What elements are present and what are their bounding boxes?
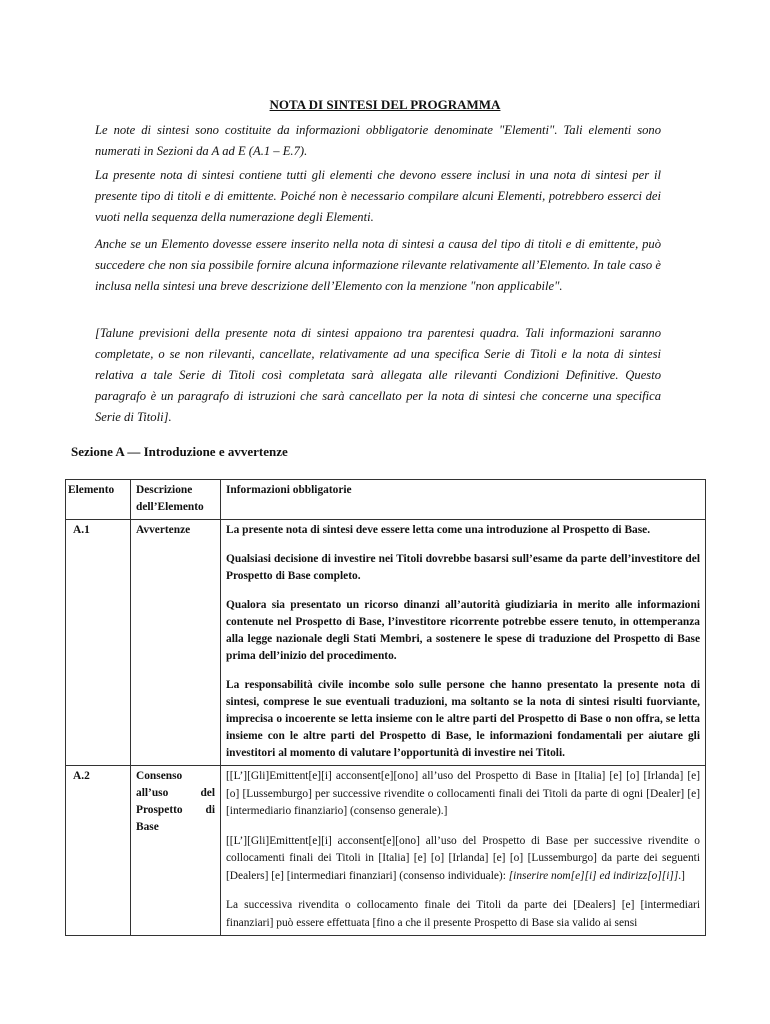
- header-information: Informazioni obbligatorie: [221, 480, 706, 520]
- element-description: Avvertenze: [131, 520, 221, 766]
- intro-paragraph-1: Le note di sintesi sono costituite da informazioni obbligatorie denominate "Elementi". Tali elementi sono numerati in Sezioni da A ad E (A.1 – E.7).: [95, 123, 661, 158]
- info-text: [[L’][Gli]Emittent[e][i] acconsent[e][ono] all’uso del Prospetto di Base per successive rivendite o collocamenti finali dei Titoli in [Italia] [e] [o] [Irlanda] [e] [o] [Lussemburgo] da parte dei seguenti [Dealers] [e] [intermediari finanziari] (consenso individuale):: [226, 834, 700, 882]
- element-id: A.2: [66, 766, 131, 936]
- info-paragraph: Qualora sia presentato un ricorso dinanzi all’autorità giudiziaria in merito alle informazioni contenute nel Prospetto di Base, l’investitore ricorrente potrebbe essere tenuto, in ottemperanza alla legge nazionale degli Stati Membri, a sostenere le spese di traduzione del Prospetto di Base prima dell’inizio del procedimento.: [226, 599, 700, 662]
- info-paragraph: La presente nota di sintesi deve essere letta come una introduzione al Prospetto di Base.: [226, 524, 651, 536]
- document-title: NOTA DI SINTESI DEL PROGRAMMA: [269, 97, 501, 112]
- info-paragraph: [[L’][Gli]Emittent[e][i] acconsent[e][ono] all’uso del Prospetto di Base in [Italia] [e] [o] [Irlanda] [e] [o] [Lussemburgo] per successive rivendite o collocamenti finali dei Titoli da parte di ogni [Dealer] [e] [intermediario finanziario] (consenso generale).]: [226, 770, 700, 817]
- header-element: Elemento: [66, 480, 131, 520]
- element-description: Consenso all’uso del Prospetto di Base: [131, 766, 221, 936]
- table-row-a2: [66, 766, 706, 936]
- header-description: Descrizione dell’Elemento: [131, 480, 221, 520]
- element-id: A.1: [66, 520, 131, 766]
- table-row-a1: [66, 520, 706, 766]
- section-heading: Sezione A — Introduzione e avvertenze: [71, 444, 288, 459]
- info-paragraph: Qualsiasi decisione di investire nei Titoli dovrebbe basarsi sull’esame da parte dell’investitore del Prospetto di Base completo.: [226, 553, 700, 582]
- intro-paragraph-3: Anche se un Elemento dovesse essere inserito nella nota di sintesi a causa del tipo di titoli e di emittente, può succedere che non sia possibile fornire alcuna informazione rilevante relativamente all’Elemento. In tale caso è inclusa nella sintesi una breve descrizione dell’Elemento con la menzione "non applicabile".: [95, 237, 661, 293]
- info-paragraph: [226, 833, 700, 886]
- element-information: [221, 520, 706, 766]
- info-paragraph: La successiva rivendita o collocamento finale dei Titoli da parte dei [Dealers] [e] [intermediari finanziari] può essere effettuata [fino a che il presente Prospetto di Base sia valido ai sensi: [226, 899, 700, 929]
- info-paragraph: La responsabilità civile incombe solo sulle persone che hanno presentato la presente nota di sintesi, comprese le sue eventuali traduzioni, ma soltanto se la nota di sintesi risulti fuorviante, imprecisa o incoerente se letta insieme con le altre parti del Prospetto di Base o non offra, se letta insieme con le altre parti del Prospetto di Base, le informazioni fondamentali per aiutare gli investitori al momento di valutare l’opportunità di investire nei Titoli.: [226, 679, 700, 759]
- intro-paragraph-2: La presente nota di sintesi contiene tutti gli elementi che devono essere inclusi in una nota di sintesi per il presente tipo di titoli e di emittente. Poiché non è necessario compilare alcuni Elementi, potrebbero esserci dei vuoti nella sequenza della numerazione degli Elementi.: [95, 168, 661, 224]
- intro-paragraph-4: [Talune previsioni della presente nota di sintesi appaiono tra parentesi quadra. Tali informazioni saranno completate, o se non rilevanti, cancellate, relativamente ad una specifica Serie di Titoli e la nota di sintesi relativa a tale Serie di Titoli così completata sarà allegata alle rilevanti Condizioni Definitive. Questo paragrafo è un paragrafo di istruzioni che sarà cancellato per la nota di sintesi che concerne una specifica Serie di Titoli].: [95, 326, 661, 424]
- element-information: [221, 766, 706, 936]
- info-text-italic: [inserire nom[e][i] ed indirizz[o][i]]: [508, 869, 679, 882]
- table-header-row: [66, 480, 706, 520]
- elements-table: [65, 479, 706, 936]
- info-text: .]: [678, 869, 685, 882]
